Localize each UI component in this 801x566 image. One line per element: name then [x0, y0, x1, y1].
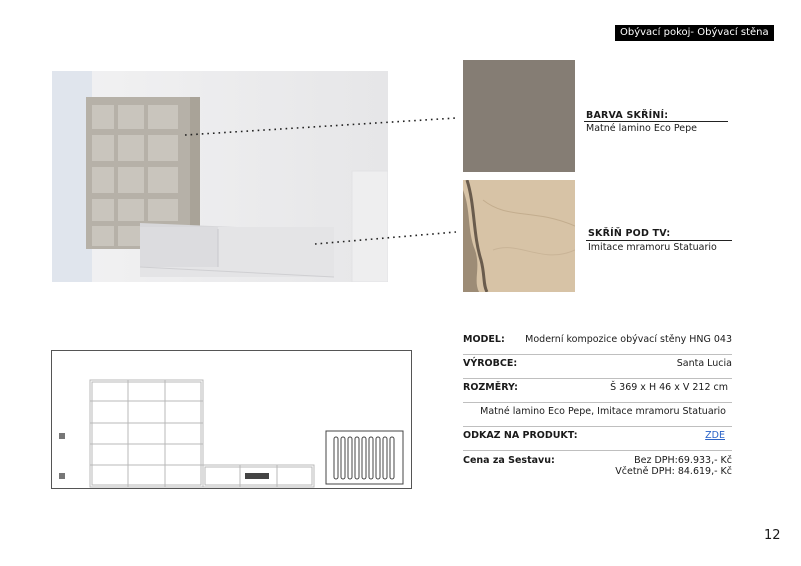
price-label: Cena za Sestavu:: [463, 455, 555, 466]
dimensions-row: [463, 379, 732, 403]
marble-swatch: [463, 180, 575, 292]
page-number: 12: [764, 528, 781, 543]
price-without-vat: Bez DPH:69.933,- Kč: [634, 455, 732, 466]
dimensions-value: Š 369 x H 46 x V 212 cm: [610, 382, 728, 393]
maker-row: [463, 355, 732, 379]
tv-cabinet-label: SKŘÍŇ POD TV:: [588, 228, 671, 239]
price-row: [463, 455, 732, 485]
cabinet-color-swatch: [463, 60, 575, 172]
divider: [584, 121, 728, 122]
price-with-vat: Včetně DPH: 84.619,- Kč: [615, 466, 732, 477]
model-label: MODEL:: [463, 334, 505, 345]
page-title: Obývací pokoj- Obývací stěna: [615, 25, 774, 41]
tv-cabinet-value: Imitace mramoru Statuario: [588, 242, 717, 253]
divider: [586, 240, 732, 241]
dimensions-label: ROZMĚRY:: [463, 382, 518, 393]
maker-label: VÝROBCE:: [463, 358, 518, 369]
materials-row: [463, 403, 732, 427]
cabinet-color-value: Matné lamino Eco Pepe: [586, 123, 698, 134]
model-row: [463, 331, 732, 355]
materials-value: Matné lamino Eco Pepe, Imitace mramoru Statuario: [480, 406, 726, 417]
technical-drawing: [51, 350, 412, 489]
maker-value: Santa Lucia: [676, 358, 732, 369]
cabinet-color-label: BARVA SKŘÍNÍ:: [586, 110, 669, 121]
model-value: Moderní kompozice obývací stěny HNG 043: [525, 334, 732, 345]
leader-lines: [180, 110, 460, 250]
product-link[interactable]: ZDE: [705, 430, 725, 441]
product-link-row: [463, 427, 732, 451]
product-link-label: ODKAZ NA PRODUKT:: [463, 430, 578, 441]
